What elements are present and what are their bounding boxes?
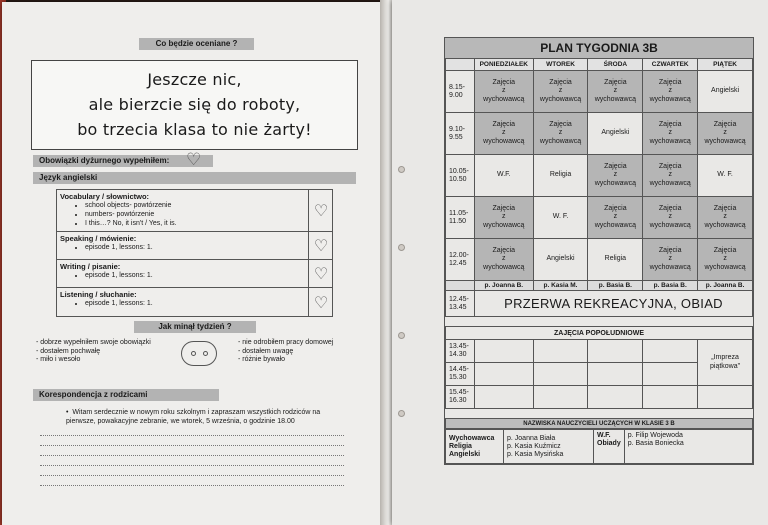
- lesson-cell: Zajęcia z wychowawcą: [588, 155, 643, 197]
- face-icon: [181, 341, 217, 366]
- lesson-cell: Zajęcia z wychowawcą: [475, 113, 534, 155]
- afternoon-row: [446, 386, 753, 409]
- day-wednesday: ŚRODA: [588, 59, 643, 71]
- week-positive-list: [36, 339, 151, 365]
- writing-line: [40, 435, 344, 436]
- empty-cell: [588, 386, 643, 409]
- time-cell: 14.45- 15.30: [446, 363, 475, 386]
- lesson-cell: Religia: [588, 239, 643, 281]
- spacer: [446, 409, 753, 419]
- heart-icon: ♡: [308, 288, 333, 317]
- list-item: - miło i wesoło: [36, 356, 81, 364]
- empty-cell: [446, 281, 475, 291]
- lesson-cell: Zajęcia z wychowawcą: [643, 155, 698, 197]
- correspondence-header: Korespondencja z rodzicami: [33, 389, 219, 401]
- week-negative-list: [238, 339, 333, 365]
- message-line-1: Jeszcze nic,: [147, 70, 242, 89]
- assessment-header: Co będzie oceniane ?: [139, 38, 254, 50]
- correspondence-text: • Witam serdecznie w nowym roku szkolnym i zapraszam wszystkich rodziców na pierwsze, powakacyjne zebranie, we wtorek, 5 września, o godzinie 18.00: [66, 409, 321, 425]
- list-item: • episode 1, lessons: 1.: [85, 243, 333, 252]
- subjects-b: W.F. Obiady: [594, 430, 625, 464]
- lesson-row: [446, 239, 753, 281]
- lesson-cell: W. F.: [698, 155, 753, 197]
- english-header: Język angielski: [33, 172, 356, 184]
- time-cell: 9.10- 9.55: [446, 113, 475, 155]
- plan-title: PLAN TYGODNIA 3B: [445, 38, 753, 58]
- lesson-cell: Zajęcia z wychowawcą: [643, 197, 698, 239]
- row-title: Vocabulary / słownictwo:: [60, 192, 150, 201]
- break-label: PRZERWA REKREACYJNA, OBIAD: [475, 291, 753, 317]
- teacher-cell: p. Basia B.: [643, 281, 698, 291]
- punch-hole: [398, 244, 405, 251]
- weekly-plan: [444, 37, 754, 465]
- message-line-3: bo trzecia klasa to nie żarty!: [77, 120, 312, 139]
- lesson-cell: Angielski: [588, 113, 643, 155]
- day-thursday: CZWARTEK: [643, 59, 698, 71]
- spacer-row: [446, 409, 753, 419]
- writing-line: [40, 455, 344, 456]
- lesson-cell: Zajęcia z wychowawcą: [643, 239, 698, 281]
- list-item: • episode 1, lessons: 1.: [85, 271, 333, 280]
- lesson-row: [446, 71, 753, 113]
- writing-line: [40, 445, 344, 446]
- lesson-cell: Zajęcia z wychowawcą: [698, 197, 753, 239]
- empty-cell: [643, 386, 698, 409]
- row-title: Speaking / mówienie:: [60, 234, 137, 243]
- teacher-cell: p. Joanna B.: [698, 281, 753, 291]
- lesson-cell: Religia: [533, 155, 588, 197]
- lesson-cell: W.F.: [475, 155, 534, 197]
- heart-icon: ♡: [308, 232, 333, 259]
- week-header: Jak minął tydzień ?: [134, 321, 256, 333]
- list-item: • episode 1, lessons: 1.: [85, 299, 333, 308]
- day-monday: PONIEDZIAŁEK: [475, 59, 534, 71]
- lesson-row: [446, 113, 753, 155]
- lesson-cell: Zajęcia z wychowawcą: [643, 71, 698, 113]
- empty-cell: [698, 386, 753, 409]
- spacer: [446, 317, 753, 327]
- row-title: Listening / słuchanie:: [60, 290, 137, 299]
- lesson-cell: Zajęcia z wychowawcą: [475, 71, 534, 113]
- lesson-cell: Zajęcia z wychowawcą: [475, 239, 534, 281]
- time-cell: 8.15- 9.00: [446, 71, 475, 113]
- day-friday: PIĄTEK: [698, 59, 753, 71]
- message-box: [31, 60, 358, 150]
- empty-cell: [643, 363, 698, 386]
- time-cell: 10.05- 10.50: [446, 155, 475, 197]
- list-item: - dobrze wypełniłem swoje obowiązki: [36, 339, 151, 346]
- list-item: - dostałem pochwałę: [36, 347, 101, 355]
- names-b: p. Filip Wojewoda p. Basia Boniecka: [624, 430, 752, 464]
- lesson-cell: Zajęcia z wychowawcą: [533, 113, 588, 155]
- lesson-row: [446, 155, 753, 197]
- english-row-listening: [57, 288, 333, 317]
- punch-hole: [398, 410, 405, 417]
- list-item: - dostałem uwagę: [238, 347, 294, 355]
- teacher-cell: p. Basia B.: [588, 281, 643, 291]
- teacher-cell: p. Joanna B.: [475, 281, 534, 291]
- writing-line: [40, 475, 344, 476]
- teachers-list: [445, 429, 753, 464]
- spacer-row: [446, 317, 753, 327]
- list-item: • school objects- powtórzenie: [85, 201, 333, 210]
- names-a: p. Joanna Biała p. Kasia Kuźmicz p. Kasia Mysińska: [504, 430, 594, 464]
- writing-line: [40, 485, 344, 486]
- day-header-row: [446, 59, 753, 71]
- empty-cell: [475, 363, 534, 386]
- english-row-speaking: [57, 232, 333, 260]
- lesson-cell: Zajęcia z wychowawcą: [698, 239, 753, 281]
- time-cell: 12.45- 13.45: [446, 291, 475, 317]
- lesson-cell: Angielski: [698, 71, 753, 113]
- heart-icon: ♡: [308, 190, 333, 231]
- time-cell: 15.45- 16.30: [446, 386, 475, 409]
- friday-event-cell: „Impreza piątkowa": [698, 340, 753, 386]
- writing-line: [40, 465, 344, 466]
- message-line-2: ale bierzcie się do roboty,: [88, 95, 301, 114]
- empty-cell: [533, 340, 588, 363]
- row-title: Writing / pisanie:: [60, 262, 121, 271]
- empty-cell: [643, 340, 698, 363]
- teacher-row: [446, 281, 753, 291]
- empty-cell: [588, 363, 643, 386]
- empty-cell: [588, 340, 643, 363]
- punch-hole: [398, 332, 405, 339]
- teachers-header-row: [446, 419, 753, 429]
- english-table: [56, 189, 333, 317]
- teacher-cell: p. Kasia M.: [533, 281, 588, 291]
- subjects-a: Wychowawca Religia Angielski: [446, 430, 504, 464]
- lesson-cell: Zajęcia z wychowawcą: [588, 197, 643, 239]
- list-item: • I this…? No, it isn't / Yes, it is.: [85, 219, 333, 228]
- lesson-cell: Zajęcia z wychowawcą: [698, 113, 753, 155]
- duty-header: Obowiązki dyżurnego wypełniłem:: [33, 155, 213, 167]
- empty-cell: [475, 386, 534, 409]
- lesson-row: [446, 197, 753, 239]
- empty-cell: [533, 363, 588, 386]
- correspondence-message: Witam serdecznie w nowym roku szkolnym i zapraszam wszystkich rodziców na pierwsze, powakacyjne zebranie, we wtorek, 5 września, o godzinie 18.00: [66, 409, 321, 425]
- afternoon-row: [446, 340, 753, 363]
- english-row-writing: [57, 260, 333, 288]
- time-cell: 12.00- 12.45: [446, 239, 475, 281]
- list-item: • numbers- powtórzenie: [85, 210, 333, 219]
- empty-cell: [475, 340, 534, 363]
- time-cell: 13.45- 14.30: [446, 340, 475, 363]
- punch-hole: [398, 166, 405, 173]
- list-item: - nie odrobiłem pracy domowej: [238, 339, 334, 346]
- lesson-cell: Zajęcia z wychowawcą: [588, 71, 643, 113]
- break-row: [446, 291, 753, 317]
- time-cell: 11.05- 11.50: [446, 197, 475, 239]
- day-tuesday: WTOREK: [533, 59, 588, 71]
- lesson-cell: W. F.: [533, 197, 588, 239]
- list-item: - różnie bywało: [238, 356, 286, 364]
- lesson-cell: Zajęcia z wychowawcą: [533, 71, 588, 113]
- afternoon-header-row: [446, 327, 753, 340]
- timetable: [445, 58, 753, 429]
- lesson-cell: Angielski: [533, 239, 588, 281]
- corner-cell: [446, 59, 475, 71]
- heart-icon: ♡: [186, 150, 202, 169]
- teachers-row: [446, 430, 753, 464]
- lesson-cell: Zajęcia z wychowawcą: [643, 113, 698, 155]
- heart-icon: ♡: [308, 260, 333, 287]
- afternoon-header: ZAJĘCIA POPOŁUDNIOWE: [446, 327, 753, 340]
- english-row-vocabulary: [57, 190, 333, 232]
- teachers-header: NAZWISKA NAUCZYCIELI UCZĄCYCH W KLASIE 3 B: [446, 419, 753, 429]
- lesson-cell: Zajęcia z wychowawcą: [475, 197, 534, 239]
- empty-cell: [533, 386, 588, 409]
